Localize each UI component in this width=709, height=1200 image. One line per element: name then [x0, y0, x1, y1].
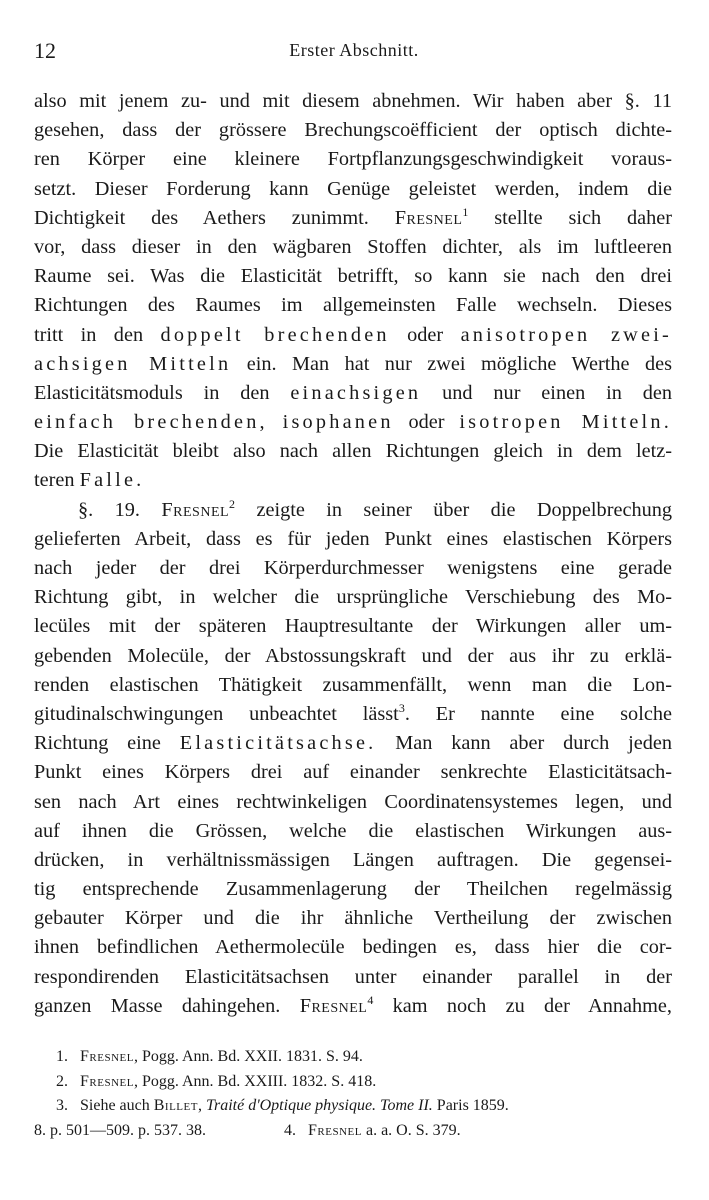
author-name: Fresnel — [394, 206, 463, 229]
spaced-term: isotropen Mitteln. — [459, 411, 672, 434]
spaced-term: einfach brechenden, — [34, 411, 268, 434]
book-volume: Tome II. — [380, 1097, 433, 1114]
text-line: drücken, in verhältnissmässigen Längen auftragen. Die gegensei- — [34, 848, 672, 871]
spaced-term: Elasticitätsachse. — [179, 732, 377, 755]
text-line: auf ihnen die Grössen, welche die elastischen Wirkungen aus- — [34, 819, 672, 842]
text-segment: gitudinalschwingungen unbeachtet lässt — [34, 702, 399, 725]
footnote-number: 2. — [56, 1072, 68, 1090]
spaced-term: einachsigen — [290, 381, 422, 404]
text-line: Richtungen des Raumes im allgemeinsten Falle wechseln. Dieses — [34, 294, 672, 317]
text-segment: . Er nannte eine solche — [404, 702, 672, 725]
footnote-ref: 1 — [462, 204, 469, 219]
footnote-1 — [34, 1045, 674, 1070]
text-line: vor, dass dieser in den wägbaren Stoffen dichter, als im luftleeren — [34, 235, 672, 258]
text-line: Richtung gibt, in welcher die ursprüngliche Verschiebung des Mo- — [34, 586, 672, 609]
text-segment: tritt in den — [34, 323, 144, 346]
book-title: Traité d'Optique physique. — [205, 1097, 377, 1114]
text-line — [34, 350, 672, 379]
author-name: Fresnel — [299, 994, 368, 1017]
footnote-3 — [34, 1094, 674, 1119]
text-line — [34, 321, 672, 350]
text-line: renden elastischen Thätigkeit zusammenfällt, wenn man die Lon- — [34, 673, 672, 696]
spaced-term: achsigen Mitteln — [34, 352, 232, 375]
text-line — [34, 379, 672, 408]
text-line: sen nach Art eines rechtwinkeligen Coordinatensystemes legen, und — [34, 790, 672, 813]
page-number: 12 — [34, 38, 56, 63]
footnote-text: Siehe auch — [80, 1097, 150, 1114]
author-name: Fresnel — [308, 1121, 362, 1139]
text-line: lecüles mit der späteren Hauptresultante der Wirkungen aller um- — [34, 615, 672, 638]
text-segment: teren — [34, 469, 75, 492]
footnote-text: , Pogg. Ann. Bd. XXII. 1831. S. 94. — [133, 1048, 363, 1065]
footnote-text: Paris 1859. — [436, 1097, 509, 1114]
footnotes — [34, 1045, 674, 1143]
text-segment: Man kann aber durch jeden — [395, 732, 672, 755]
text-line — [34, 992, 672, 1021]
footnote-text: , — [197, 1097, 202, 1114]
spaced-term: anisotropen zwei- — [460, 323, 672, 346]
text-line — [34, 204, 672, 233]
text-segment: ganzen Masse dahingehen. — [34, 994, 281, 1017]
text-line: Die Elasticität bleibt also nach allen Richtungen gleich in dem letz- — [34, 440, 672, 463]
text-line — [34, 496, 672, 525]
footnote-ref: 4 — [367, 993, 374, 1008]
text-line: Raume sei. Was die Elasticität betrifft, so kann sie nach den drei — [34, 265, 672, 288]
text-segment: Elasticitätsmoduls in den — [34, 381, 270, 404]
footnote-ref: 3 — [398, 701, 405, 716]
footnote-text: , Pogg. Ann. Bd. XXIII. 1832. S. 418. — [133, 1072, 377, 1090]
footnote-number: 3. — [56, 1097, 68, 1114]
text-segment: stellte sich daher — [494, 206, 672, 229]
text-segment: ein. Man hat nur zwei mögliche Werthe des — [246, 352, 672, 375]
text-segment: zeigte in seiner über die Doppelbrechung — [256, 498, 672, 521]
text-line — [34, 700, 672, 729]
footnote-text: 8. p. 501—509. p. 537. 38. — [34, 1121, 206, 1139]
text-line: setzt. Dieser Forderung kann Genüge geleistet werden, indem die — [34, 177, 672, 200]
text-line: tig entsprechende Zusammenlagerung der Theilchen regelmässig — [34, 878, 672, 901]
text-segment: oder — [408, 411, 445, 434]
text-line: also mit jenem zu- und mit diesem abnehmen. Wir haben aber §. 11 — [34, 90, 672, 112]
section-mark: §. 19. — [78, 498, 140, 521]
footnote-text: a. a. O. S. 379. — [365, 1121, 461, 1139]
spaced-term: Falle. — [79, 469, 145, 492]
text-segment: Dichtigkeit des Aethers zunimmt. — [34, 206, 369, 229]
text-segment: oder — [407, 323, 444, 346]
text-line: ihnen befindlichen Aethermolecüle bedingen es, dass hier die cor- — [34, 936, 672, 959]
text-line: ren Körper eine kleinere Fortpflanzungsgeschwindigkeit voraus- — [34, 148, 672, 171]
page-header — [34, 38, 674, 68]
spaced-term: isophanen — [282, 411, 394, 434]
text-line — [34, 729, 672, 758]
running-head: Erster Abschnitt. — [289, 40, 419, 60]
text-segment: Richtung eine — [34, 732, 161, 755]
spaced-term: doppelt brechenden — [160, 323, 390, 346]
footnote-3-continued — [34, 1119, 674, 1144]
footnote-number: 4. — [284, 1121, 296, 1139]
text-segment: und nur einen in den — [442, 381, 672, 404]
text-line: Punkt eines Körpers drei auf einander senkrechte Elasticitätsach- — [34, 761, 672, 784]
footnote-number: 1. — [56, 1048, 68, 1065]
text-line: gebenden Molecüle, der Abstossungskraft und der aus ihr zu erklä- — [34, 644, 672, 667]
footnote-ref: 2 — [229, 496, 236, 511]
author-name: Fresnel — [80, 1048, 134, 1065]
text-segment: kam noch zu der Annahme, — [392, 994, 672, 1017]
footnote-2 — [34, 1070, 674, 1095]
author-name: Fresnel — [80, 1072, 134, 1090]
text-line — [34, 466, 672, 495]
author-name: Billet — [153, 1097, 198, 1114]
text-line: respondirenden Elasticitätsachsen unter einander parallel in der — [34, 965, 672, 988]
text-line: gesehen, dass der grössere Brechungscoëfficient der optisch dichte- — [34, 119, 672, 142]
text-line — [34, 408, 672, 437]
text-line: gebauter Körper und die ihr ähnliche Vertheilung der zwischen — [34, 907, 672, 930]
body-text — [34, 87, 672, 1021]
text-line: nach jeder der drei Körperdurchmesser wenigstens eine gerade — [34, 557, 672, 579]
text-line: gelieferten Arbeit, dass es für jeden Punkt eines elastischen Körpers — [34, 527, 672, 550]
author-name: Fresnel — [161, 498, 230, 521]
